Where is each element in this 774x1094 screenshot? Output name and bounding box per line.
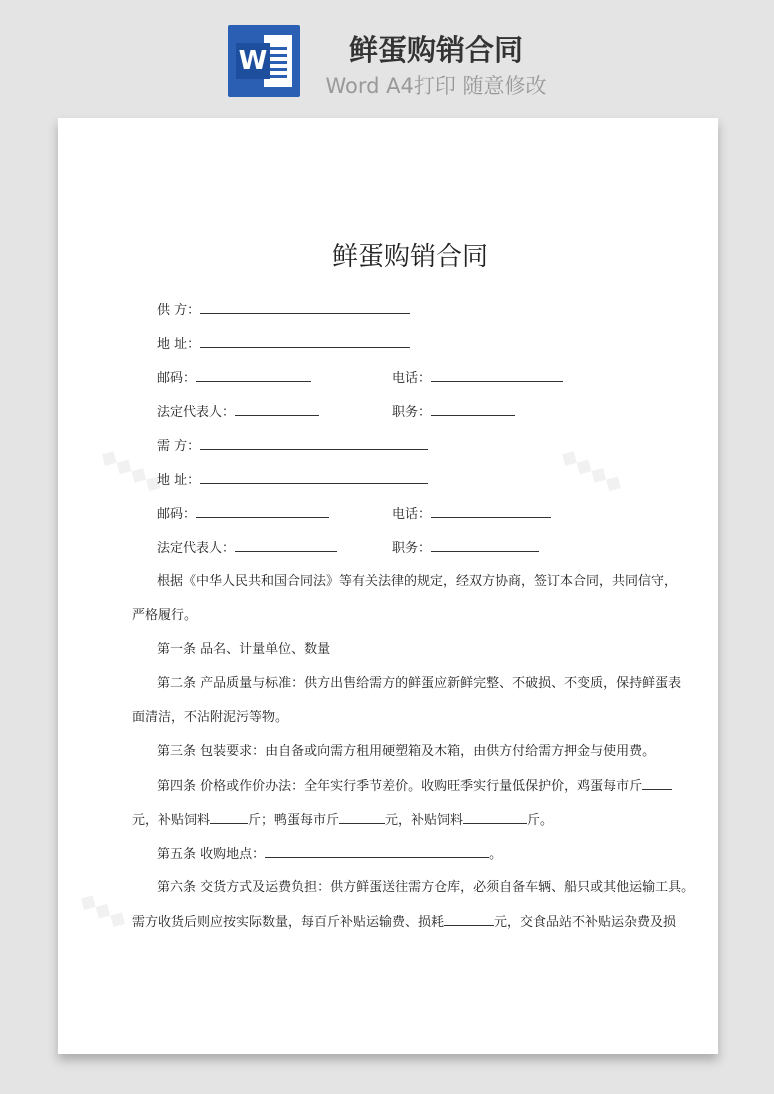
article-5-text: 第五条 收购地点： [157,847,266,862]
header-title: 鲜蛋购销合同 [348,33,523,67]
article-4-text: 第四条 价格或作价办法：全年实行季节差价。收购旺季实行量低保护价，鸡蛋每市斤 [157,779,643,794]
article-5 [157,844,502,865]
supplier-postcode-blank[interactable] [196,368,311,382]
supplier-legal-rep-row [157,402,319,423]
buyer-postcode-row [157,504,329,525]
supplier-label: 供 方： [157,303,201,318]
supplier-legal-rep-blank[interactable] [235,402,319,416]
article-6-text-a: 需方收货后则应按实际数量，每百斤补贴运输费、损耗 [132,915,445,930]
postcode-label: 邮码： [157,371,197,386]
purchase-location-blank[interactable] [265,844,489,858]
chicken-feed-blank[interactable] [210,810,248,824]
article-3: 第三条 包装要求：由自备或向需方租用硬塑箱及木箱，由供方付给需方押金与使用费。 [157,744,656,759]
buyer-address-row [157,470,428,491]
supplier-blank[interactable] [200,300,410,314]
transport-subsidy-blank[interactable] [444,912,494,926]
supplier-row [157,300,410,321]
phone-label: 电话： [392,371,432,386]
duck-feed-blank[interactable] [463,810,527,824]
supplier-address-blank[interactable] [200,334,410,348]
supplier-phone-blank[interactable] [431,368,563,382]
article-1: 第一条 品名、计量单位、数量 [157,642,331,657]
article-4-text-c: 元，补贴饲料 [385,813,464,828]
buyer-label: 需 方： [157,439,201,454]
article-4-line-2 [132,810,553,831]
buyer-blank[interactable] [200,436,428,450]
article-5-end: 。 [489,847,503,862]
article-4-text-d: 斤。 [527,813,554,828]
header-subtitle: Word A4打印 随意修改 [325,74,547,98]
buyer-position-blank[interactable] [431,538,539,552]
article-6-text-b: 元，交食品站不补贴运杂费及损 [494,915,677,930]
word-icon [228,25,300,97]
document-title: 鲜蛋购销合同 [331,242,488,272]
watermark: ◆◆◆◆ [556,442,628,499]
buyer-legal-rep-row [157,538,337,559]
buyer-postcode-blank[interactable] [196,504,329,518]
article-4-text-b: 斤；鸭蛋每市斤 [248,813,340,828]
article-6-line-2 [132,912,676,933]
supplier-phone-row [392,368,563,389]
article-2-line-1: 第二条 产品质量与标准：供方出售给需方的鲜蛋应新鲜完整、不破损、不变质，保持鲜蛋表 [157,676,682,691]
watermark: ◆◆◆ [75,886,132,935]
article-4-line-1 [157,776,672,797]
word-letter: W [236,43,270,79]
article-4-text-a: 元，补贴饲料 [132,813,211,828]
address-label: 地 址： [157,473,201,488]
buyer-phone-blank[interactable] [431,504,551,518]
buyer-address-blank[interactable] [200,470,428,484]
article-2-line-2: 面清洁，不沾附泥污等物。 [132,710,289,725]
phone-label: 电话： [392,507,432,522]
buyer-row [157,436,428,457]
buyer-legal-rep-blank[interactable] [235,538,337,552]
legal-rep-label: 法定代表人： [157,541,236,556]
intro-line-1: 根据《中华人民共和国合同法》等有关法律的规定，经双方协商，签订本合同，共同信守， [157,574,678,589]
chicken-egg-price-blank[interactable] [642,776,672,790]
document-page [58,118,718,1054]
supplier-position-row [392,402,515,423]
supplier-postcode-row [157,368,311,389]
position-label: 职务： [392,541,432,556]
article-6-line-1: 第六条 交货方式及运费负担：供方鲜蛋送往需方仓库，必须自备车辆、船只或其他运输工具。 [157,880,695,895]
buyer-phone-row [392,504,551,525]
postcode-label: 邮码： [157,507,197,522]
legal-rep-label: 法定代表人： [157,405,236,420]
address-label: 地 址： [157,337,201,352]
duck-egg-price-blank[interactable] [339,810,385,824]
supplier-address-row [157,334,410,355]
header [0,0,774,112]
watermark: ◆◆◆◆ [96,442,168,499]
intro-line-2: 严格履行。 [132,608,198,623]
position-label: 职务： [392,405,432,420]
supplier-position-blank[interactable] [431,402,515,416]
buyer-position-row [392,538,539,559]
